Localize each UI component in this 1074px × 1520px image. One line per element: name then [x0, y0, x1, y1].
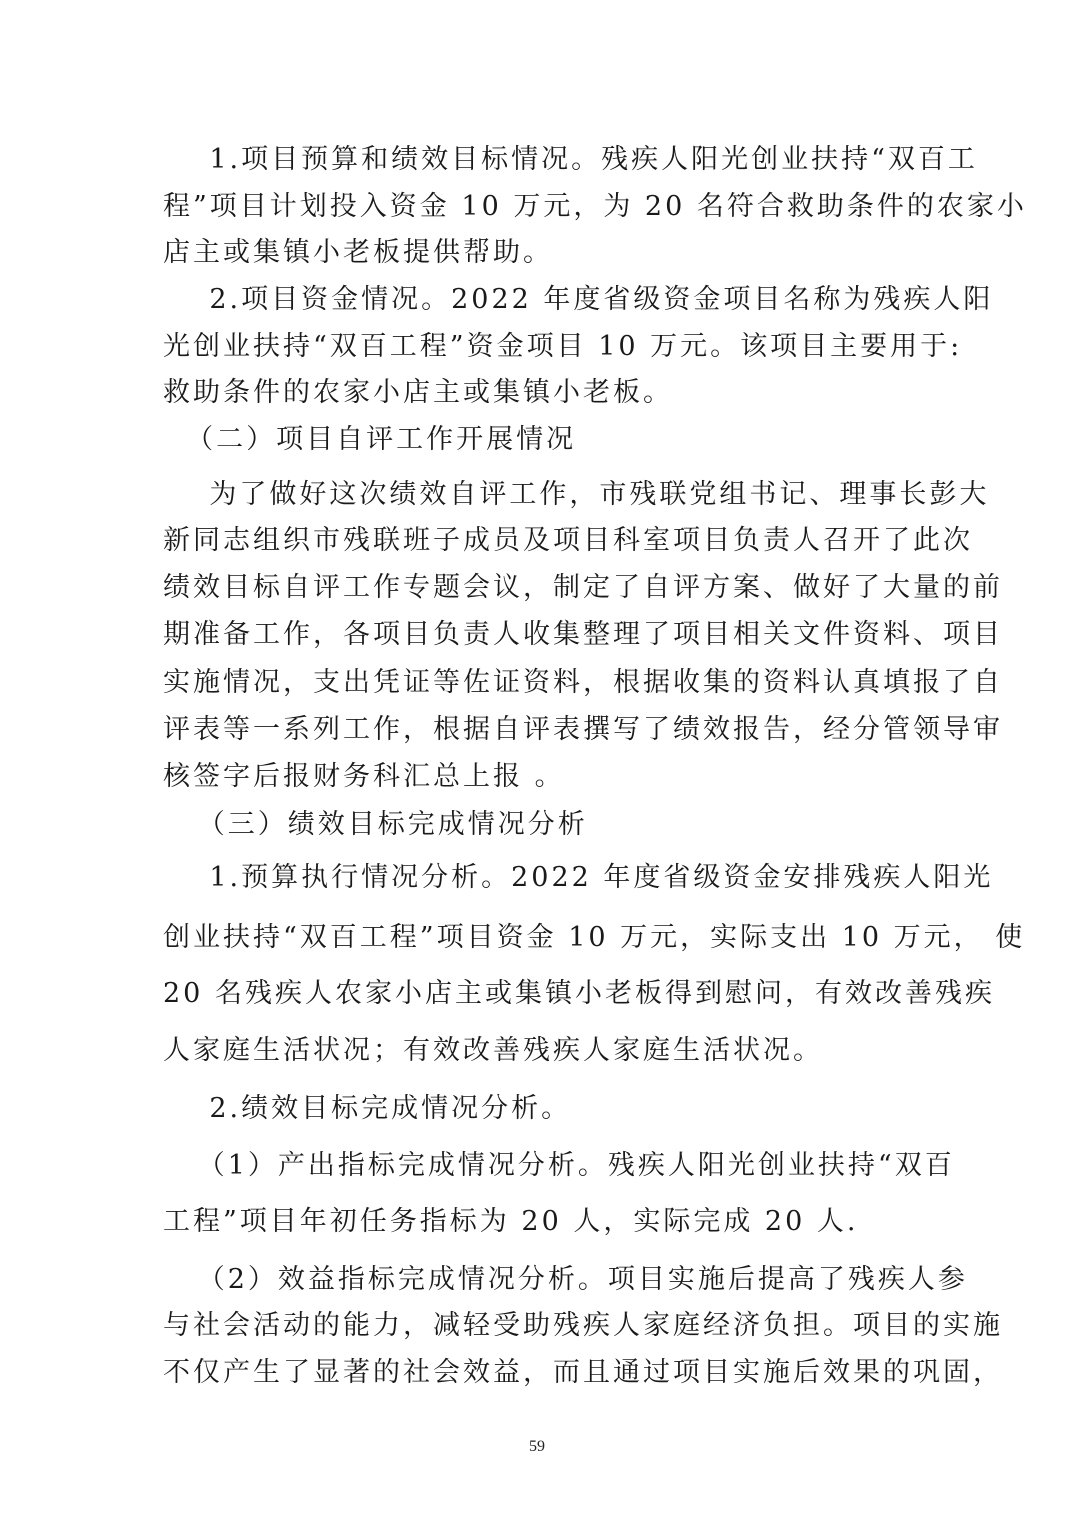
text-line: 救助条件的农家小店主或集镇小老板。 — [163, 377, 673, 408]
text-line: 程”项目计划投入资金 10 万元，为 20 名符合救助条件的农家小 — [163, 191, 1027, 222]
text-line: 核签字后报财务科汇总上报 。 — [163, 761, 565, 792]
text-line: 1.项目预算和绩效目标情况。残疾人阳光创业扶持“双百工 — [163, 144, 978, 175]
section-heading-3: （三）绩效目标完成情况分析 — [163, 809, 588, 840]
text-line: （1）产出指标完成情况分析。残疾人阳光创业扶持“双百 — [163, 1150, 955, 1181]
text-line: 1.预算执行情况分析。2022 年度省级资金安排残疾人阳光 — [163, 862, 994, 893]
text-line: （2）效益指标完成情况分析。项目实施后提高了残疾人参 — [163, 1264, 968, 1295]
text-line: 不仅产生了显著的社会效益，而且通过项目实施后效果的巩固， — [163, 1357, 1003, 1388]
text-line: 光创业扶持“双百工程”资金项目 10 万元。该项目主要用于: — [163, 331, 963, 362]
text-line: 期准备工作，各项目负责人收集整理了项目相关文件资料、项目 — [163, 619, 1003, 650]
text-line: 评表等一系列工作，根据自评表撰写了绩效报告，经分管领导审 — [163, 714, 1003, 745]
text-line: 人家庭生活状况；有效改善残疾人家庭生活状况。 — [163, 1035, 823, 1066]
text-line: 实施情况，支出凭证等佐证资料，根据收集的资料认真填报了自 — [163, 667, 1003, 698]
section-heading-2: （二）项目自评工作开展情况 — [163, 424, 577, 455]
text-line: 新同志组织市残联班子成员及项目科室项目负责人召开了此次 — [163, 525, 973, 556]
text-line: 2.项目资金情况。2022 年度省级资金项目名称为残疾人阳 — [163, 284, 994, 315]
text-line: 工程”项目年初任务指标为 20 人，实际完成 20 人. — [163, 1206, 859, 1237]
page-number: 59 — [529, 1438, 545, 1455]
text-line: 2.绩效目标完成情况分析。 — [163, 1093, 572, 1124]
text-line: 创业扶持“双百工程”项目资金 10 万元，实际支出 10 万元， 使 — [163, 922, 1026, 953]
text-line: 为了做好这次绩效自评工作，市残联党组书记、理事长彭大 — [163, 479, 990, 510]
text-line: 绩效目标自评工作专题会议，制定了自评方案、做好了大量的前 — [163, 572, 1003, 603]
text-line: 20 名残疾人农家小店主或集镇小老板得到慰问，有效改善残疾 — [163, 978, 995, 1009]
text-line: 店主或集镇小老板提供帮助。 — [163, 237, 553, 268]
text-line: 与社会活动的能力，减轻受助残疾人家庭经济负担。项目的实施 — [163, 1310, 1003, 1341]
